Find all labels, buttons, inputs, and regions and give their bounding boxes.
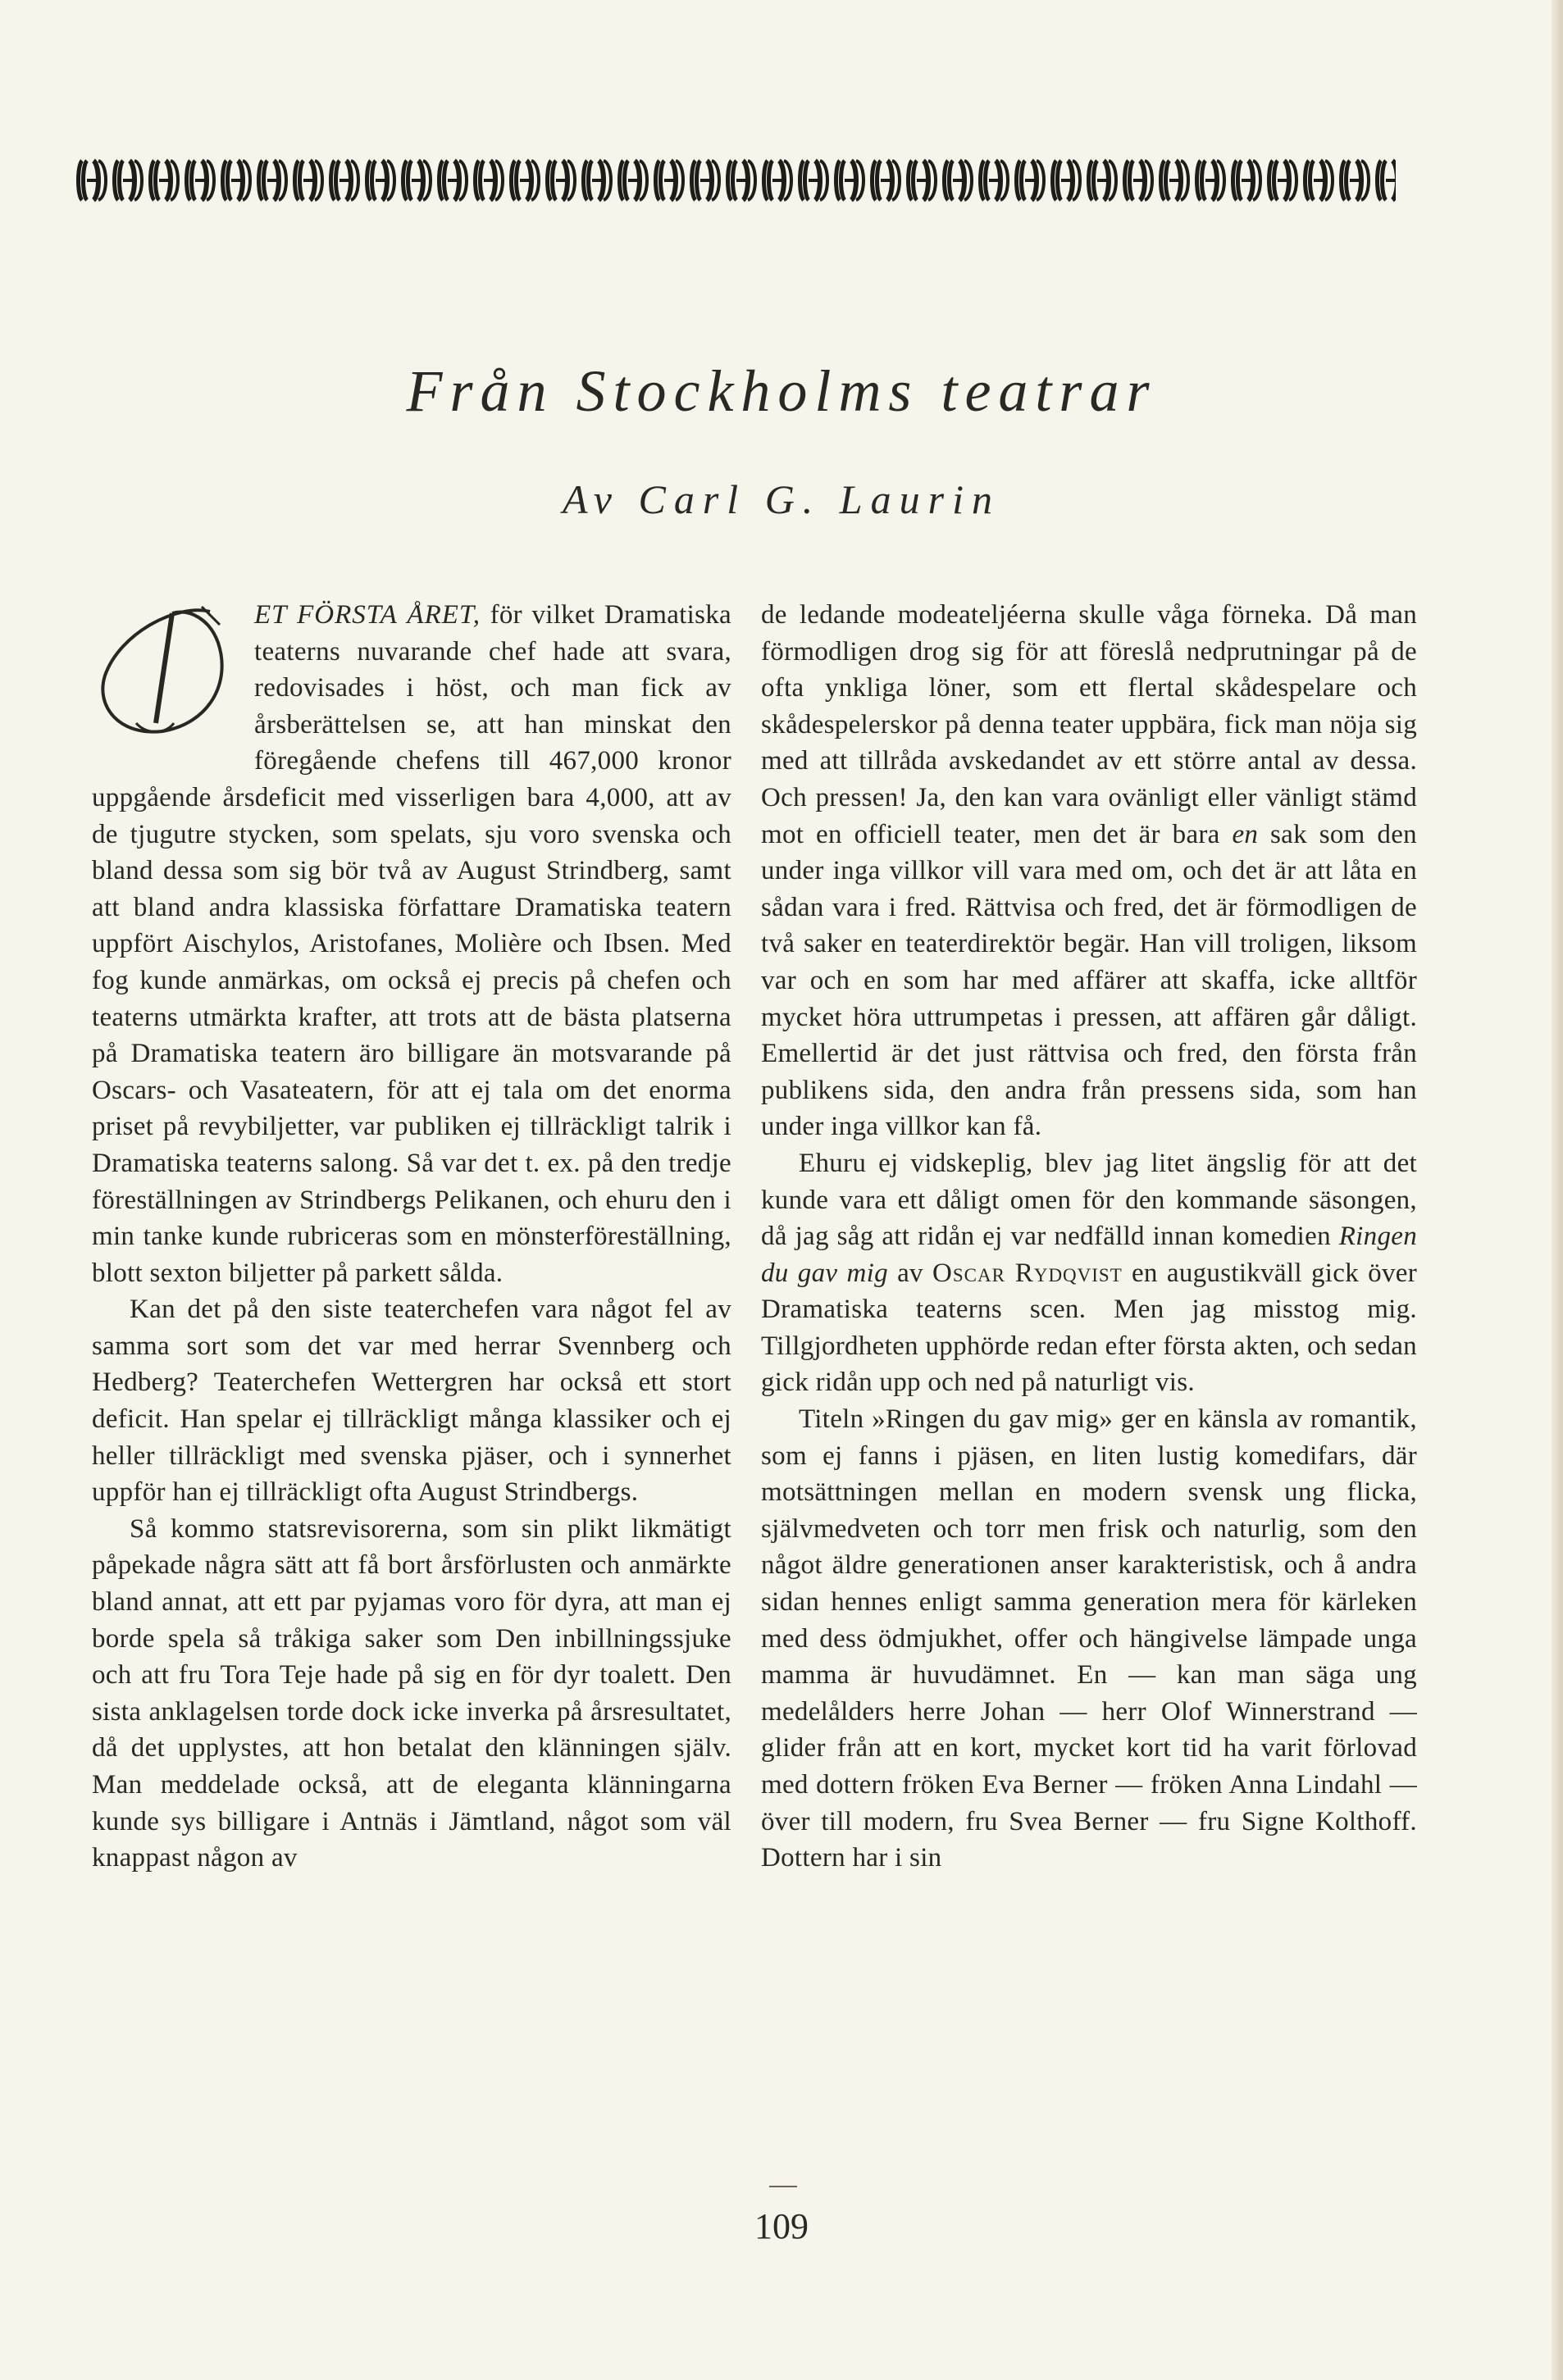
ornament-band-icon bbox=[75, 154, 1396, 207]
article-byline: Av Carl G. Laurin bbox=[563, 476, 1000, 522]
left-paragraph-1: för vilket Dramatiska teaterns nuvarande chef hade att svara, redovisades i höst, och man fick av årsberättelsen se, att han minskat den föregående chefens till 467,000 kronor uppgående årsdeficit med visserligen bara 4,000, att av de tjugutre stycken, som spelats, sju voro svenska och bland dessa som sig bör två av August Strindberg, samt att bland andra klassiska författare Dramatiska teatern uppfört Aischylos, Aristofanes, Molière och Ibsen. Med fog kunde anmärkas, om också ej precis på chefen och teaterns utmärkta krafter, att trots att de bästa platserna på Dramatiska teatern äro billigare än motsvarande på Oscars- och Vasateatern, för att ej tala om det enorma priset på revybiljetter, var publiken ej tillräckligt talrik i Dramatiska teaterns salong. Så var det t. ex. på den tredje föreställningen av Strindbergs Pelikanen, och ehuru den i min tanke kunde rubriceras som en mönsterföreställning, blott sexton biljetter på parkett sålda. bbox=[92, 600, 731, 1288]
right-paragraph-1-part-b: sak som den under inga villkor vill vara med om, och det är att låta en sådan vara i fred. Rättvisa och fred, det är förmodligen de två saker en teaterdirektör begär. Han vill troligen, liksom var och en som har med affärer att skaffa, icke alltför mycket höra uttrumpetas i pressen, att affären går dåligt. Emellertid är det just rättvisa och fred, den första från publikens sida, den andra från pressens sida, som han under inga villkor kan få. bbox=[761, 819, 1417, 1142]
play-title: Ringen du gav mig bbox=[761, 1222, 1417, 1288]
left-column bbox=[92, 597, 731, 1877]
ornamental-border-band bbox=[75, 154, 1396, 207]
paragraph bbox=[92, 597, 731, 1291]
right-paragraph-1-part-a: de ledande modeateljéerna skulle våga förneka. Då man förmodligen drog sig för att föreslå nedprutningar på de ofta ynkliga löner, som ett flertal skådespelare och skådespelerskor på denna teater uppbära, fick man nöja sig med att tillråda avskedandet av ett större antal av dessa. Och pressen! Ja, den kan vara ovänligt eller vänligt stämd mot en officiell teater, men det är bara bbox=[761, 600, 1417, 849]
right-paragraph-2 bbox=[761, 1145, 1417, 1401]
emphasis-en: en bbox=[1232, 819, 1259, 849]
dropcap bbox=[87, 600, 248, 744]
right-paragraph-2-part-a: Ehuru ej vidskeplig, blev jag litet ängslig för att det kunde vara ett dåligt omen för den kommande säsongen, då jag såg att ridån ej var nedfälld innan komedien bbox=[761, 1148, 1417, 1252]
article-title: Från Stockholms teatrar bbox=[406, 358, 1157, 424]
left-paragraph-2: Kan det på den siste teaterchefen vara något fel av samma sort som det var med herrar Svennberg och Hedberg? Teaterchefen Wettergren har också ett stort deficit. Han spelar ej tillräckligt många klassiker och ej heller tillräckligt med svenska pjäser, och i synnerhet uppför han ej tillräckligt ofta August Strindbergs. bbox=[92, 1295, 731, 1508]
page-number: 109 bbox=[754, 2206, 809, 2246]
right-column bbox=[761, 597, 1417, 1877]
right-paragraph-3: Titeln »Ringen du gav mig» ger en känsla av romantik, som ej fanns i pjäsen, en liten lustig komedifars, där motsättningen mellan en modern svensk ung flicka, självmedveten och torr men frisk och naturlig, som den något äldre generationen anser karakteristisk, och å andra sidan hennes enligt samma generation mera för kärleken med dess ödmjukhet, offer och hängivelse lämpade unga mamma är huvudämnet. En — kan man säga ung medelålders herre Johan — herr Olof Winnerstrand — glider från att en kort, mycket kort tid ha varit förlovad med dottern fröken Eva Berner — fröken Anna Lindahl — över till modern, fru Svea Berner — fru Signe Kolthoff. Dottern har i sin bbox=[761, 1404, 1417, 1873]
author-name: Oscar Rydqvist bbox=[932, 1258, 1123, 1288]
left-paragraph-3: Så kommo statsrevisorerna, som sin plikt likmätigt påpekade några sätt att få bort årsförlusten och anmärkte bland annat, att ett par pyjamas voro för dyra, att man ej borde spela så tråkiga saker som Den inbillningssjuke och att fru Tora Teje hade på sig en för dyr toalett. Den sista anklagelsen torde dock icke inverka på årsresultatet, då det upplystes, att hon betalat den klänningen själv. Man meddelade också, att de eleganta klänningarna kunde sys billigare i Antnäs i Jämtland, något som väl knappast någon av bbox=[92, 1513, 731, 1873]
right-paragraph-1 bbox=[761, 597, 1417, 1145]
right-paragraph-2-part-b: en augustikväll gick över Dramatiska teaterns scen. Men jag misstog mig. Tillgjordheten upphörde redan efter första akten, och sedan gick ridån upp och ned på naturligt vis. bbox=[761, 1258, 1417, 1398]
page-number-rule bbox=[769, 2186, 797, 2187]
dropcap-letter: D bbox=[120, 709, 125, 717]
word-av: av bbox=[897, 1258, 923, 1288]
opening-words: ET FÖRSTA ÅRET, bbox=[254, 600, 481, 630]
